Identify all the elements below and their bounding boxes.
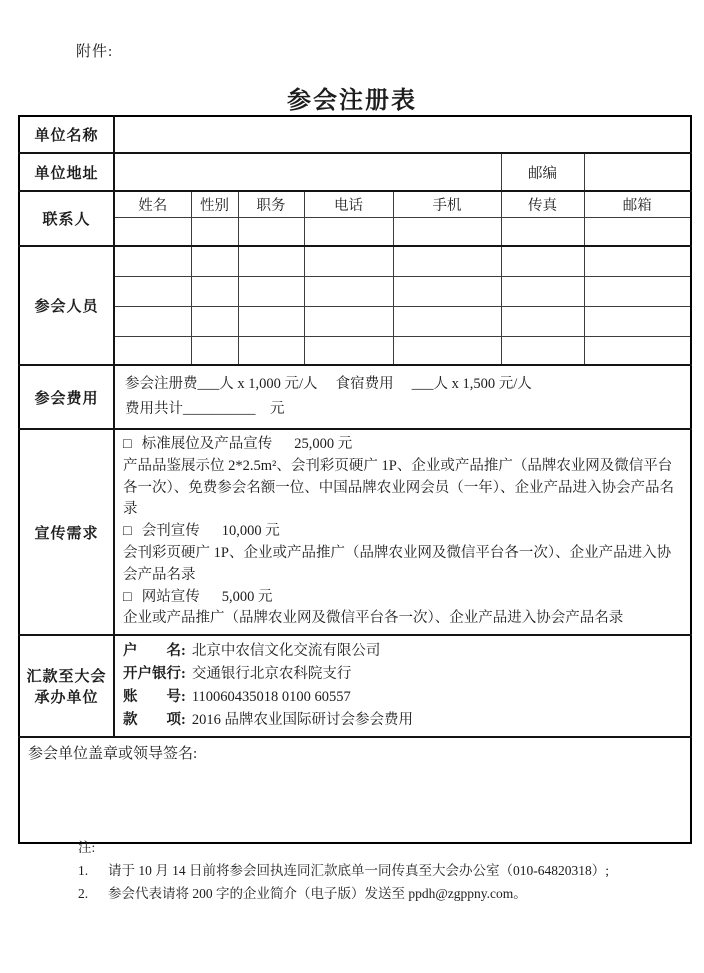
contact-col-phone: 电话 [304, 191, 393, 217]
publicity-option-title: 会刊宣传 [141, 523, 200, 540]
contact-input-cell[interactable] [584, 217, 691, 246]
attendee-input-cell[interactable] [191, 246, 238, 276]
attendee-input-cell[interactable] [501, 306, 584, 336]
field-value: 交通银行北京农科院支行 [191, 666, 352, 683]
remittance-bank [123, 663, 682, 686]
attendee-input-cell[interactable] [191, 336, 238, 365]
publicity-option-title: 网站宣传 [141, 588, 200, 605]
attendee-input-cell[interactable] [191, 276, 238, 306]
note-text: 参会代表请将 200 字的企业简介（电子版）发送至 ppdh@zgppny.com。 [108, 886, 527, 901]
attendee-input-cell[interactable] [393, 246, 501, 276]
remittance-cell [114, 635, 691, 737]
company-address-label: 单位地址 [19, 153, 114, 191]
attendee-input-cell[interactable] [114, 276, 191, 306]
attendee-input-cell[interactable] [238, 336, 304, 365]
publicity-option-price: 5,000 元 [221, 588, 273, 605]
publicity-cell [114, 429, 691, 635]
contact-input-cell[interactable] [114, 217, 191, 246]
fees-line-2[interactable]: 费用共计__________ 元 [125, 401, 285, 417]
attendee-input-cell[interactable] [191, 306, 238, 336]
attendee-input-cell[interactable] [584, 336, 691, 365]
publicity-option-3 [123, 587, 682, 609]
registration-form-table [18, 115, 692, 844]
field-value: 2016 品牌农业国际研讨会参会费用 [191, 712, 413, 729]
notes-heading: 注: [78, 840, 96, 855]
attendee-input-cell[interactable] [501, 246, 584, 276]
note-text: 请于 10 月 14 日前将参会回执连同汇款底单一同传真至大会办公室（010-64820318）; [108, 863, 609, 878]
company-name-input[interactable] [114, 116, 691, 153]
field-label: 开户银行: [123, 666, 186, 683]
remittance-label [19, 635, 114, 737]
attachment-label: 附件: [76, 44, 114, 60]
fees-label: 参会费用 [19, 365, 114, 429]
contact-label: 联系人 [19, 191, 114, 246]
remittance-account-name [123, 640, 682, 663]
field-label: 账 号: [123, 689, 186, 706]
publicity-option-2 [123, 521, 682, 543]
publicity-option-desc: 产品品鉴展示位 2*2.5m²、会刊彩页硬广 1P、企业或产品推广（品牌农业网及微信平台各一次）、免费参会名额一位、中国品牌农业网会员（一年）、企业产品进入协会产品名录 [123, 457, 674, 518]
attendee-input-cell[interactable] [238, 306, 304, 336]
checkbox-icon[interactable]: □ [123, 588, 132, 605]
contact-input-cell[interactable] [238, 217, 304, 246]
attendee-input-cell[interactable] [501, 276, 584, 306]
attendee-input-cell[interactable] [393, 276, 501, 306]
publicity-label: 宣传需求 [19, 429, 114, 635]
contact-input-cell[interactable] [191, 217, 238, 246]
attendee-input-cell[interactable] [304, 276, 393, 306]
attendee-input-cell[interactable] [304, 336, 393, 365]
publicity-option-desc: 企业或产品推广（品牌农业网及微信平台各一次）、企业产品进入协会产品名录 [123, 610, 624, 627]
note-item-1 [78, 859, 609, 882]
field-label: 户 名: [123, 643, 186, 660]
fees-line-1[interactable]: 参会注册费___人 x 1,000 元/人 食宿费用 ___人 x 1,500 元/人 [125, 376, 532, 392]
company-address-input[interactable] [114, 153, 501, 191]
attendee-input-cell[interactable] [304, 306, 393, 336]
remittance-account-number [123, 686, 682, 709]
publicity-option-desc: 会刊彩页硬广 1P、企业或产品推广（品牌农业网及微信平台各一次）、企业产品进入协会产品名录 [123, 544, 672, 583]
signature-label: 参会单位盖章或领导签名: [28, 746, 198, 763]
contact-col-mobile: 手机 [393, 191, 501, 217]
attendee-input-cell[interactable] [501, 336, 584, 365]
contact-input-cell[interactable] [304, 217, 393, 246]
contact-col-position: 职务 [238, 191, 304, 217]
attendee-input-cell[interactable] [114, 246, 191, 276]
contact-col-fax: 传真 [501, 191, 584, 217]
attendee-input-cell[interactable] [584, 276, 691, 306]
postcode-label: 邮编 [501, 153, 584, 191]
remittance-label-line1: 汇款至大会 [26, 669, 107, 686]
contact-col-name: 姓名 [114, 191, 191, 217]
note-item-2 [78, 882, 609, 905]
attendee-input-cell[interactable] [304, 246, 393, 276]
field-value: 北京中农信文化交流有限公司 [191, 643, 381, 660]
field-value: 110060435018 0100 60557 [191, 689, 351, 706]
company-name-label: 单位名称 [19, 116, 114, 153]
publicity-option-1 [123, 434, 682, 456]
remittance-purpose [123, 709, 682, 732]
attendee-input-cell[interactable] [238, 276, 304, 306]
contact-col-gender: 性别 [191, 191, 238, 217]
checkbox-icon[interactable]: □ [123, 436, 132, 452]
field-label: 款 项: [123, 712, 186, 729]
notes-section [78, 836, 609, 905]
note-number: 1. [78, 863, 89, 878]
attendee-input-cell[interactable] [584, 306, 691, 336]
attendee-input-cell[interactable] [238, 246, 304, 276]
contact-input-cell[interactable] [501, 217, 584, 246]
attendee-input-cell[interactable] [114, 336, 191, 365]
checkbox-icon[interactable]: □ [123, 523, 132, 540]
remittance-label-line2: 承办单位 [34, 690, 99, 707]
fees-cell [114, 365, 691, 429]
attendees-label: 参会人员 [19, 246, 114, 365]
signature-cell[interactable] [19, 737, 691, 843]
contact-input-cell[interactable] [393, 217, 501, 246]
attendee-input-cell[interactable] [393, 306, 501, 336]
note-number: 2. [78, 886, 89, 901]
page-title: 参会注册表 [287, 88, 417, 114]
attendee-input-cell[interactable] [584, 246, 691, 276]
publicity-option-title: 标准展位及产品宣传 [141, 436, 273, 452]
contact-col-email: 邮箱 [584, 191, 691, 217]
postcode-input[interactable] [584, 153, 691, 191]
publicity-option-price: 10,000 元 [221, 523, 280, 540]
attendee-input-cell[interactable] [114, 306, 191, 336]
attendee-input-cell[interactable] [393, 336, 501, 365]
publicity-option-price: 25,000 元 [294, 436, 353, 452]
